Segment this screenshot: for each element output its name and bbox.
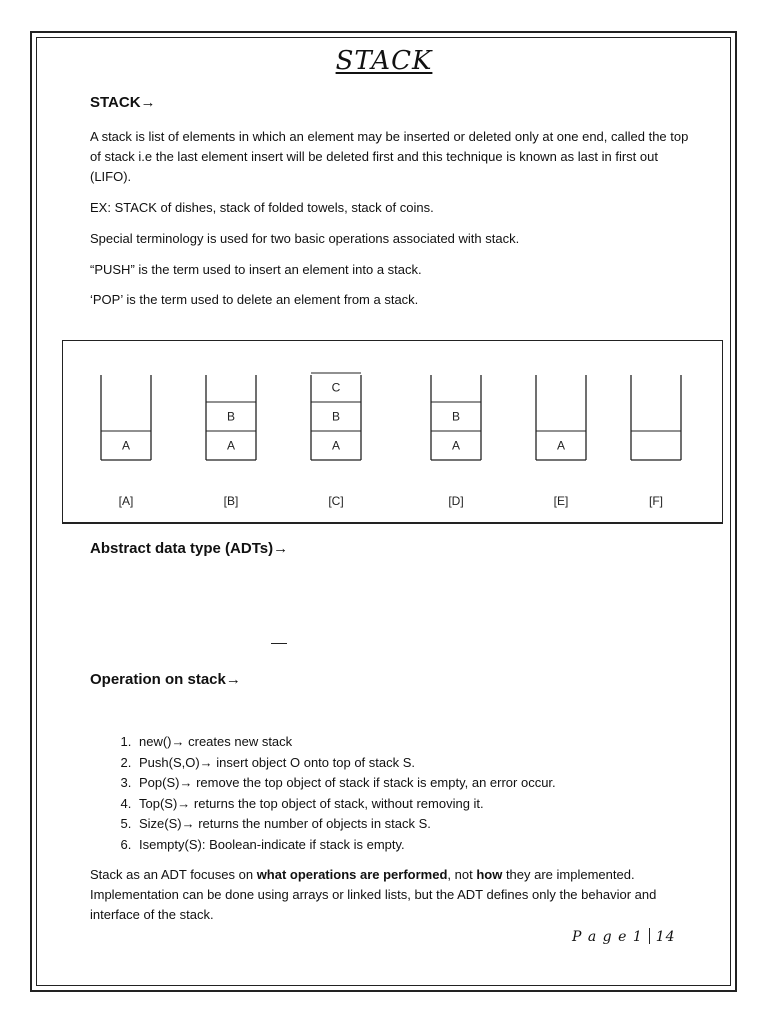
page-total: 14 bbox=[655, 929, 676, 945]
list-item: 1. new()→ creates new stack bbox=[135, 732, 556, 753]
list-item: 2. Push(S,O)→ insert object O onto top of stack S. bbox=[135, 753, 556, 774]
footer-separator bbox=[649, 928, 650, 944]
page-number: P a g e 1 bbox=[572, 929, 643, 945]
pop-note: ‘POP’ is the term used to delete an element from a stack. bbox=[90, 292, 419, 307]
stack-element: A bbox=[226, 438, 236, 453]
operations-list bbox=[90, 732, 556, 856]
stack-element: C bbox=[331, 380, 341, 395]
page-title: STACK bbox=[335, 46, 433, 76]
summary-bold-operations: what operations are performed bbox=[256, 867, 448, 882]
summary-text: , not bbox=[447, 867, 477, 882]
stack-element: A bbox=[331, 438, 341, 453]
operations-heading: Operation on stack→ bbox=[90, 671, 241, 688]
stack-label: [F] bbox=[649, 494, 663, 508]
stack-diagram-svg bbox=[63, 341, 722, 522]
stack-element: A bbox=[121, 438, 131, 453]
adt-summary bbox=[90, 865, 680, 925]
stack-terminology: Special terminology is used for two basic operations associated with stack. bbox=[90, 231, 520, 246]
list-item: 5. Size(S)→ returns the number of objects in stack S. bbox=[135, 814, 556, 835]
list-item: 4. Top(S)→ returns the top object of stack, without removing it. bbox=[135, 794, 556, 815]
stack-label: [A] bbox=[118, 494, 134, 508]
summary-bold-how: how bbox=[476, 867, 503, 882]
stack-definition: A stack is list of elements in which an element may be inserted or deleted only at one end, called the top of stack i.e the last element insert will be deleted first and this technique is known as last in first out (LIFO). bbox=[90, 129, 689, 184]
stack-label: [B] bbox=[223, 494, 239, 508]
list-item: 3. Pop(S)→ remove the top object of stack if stack is empty, an error occur. bbox=[135, 773, 556, 794]
adt-heading: Abstract data type (ADTs)→ bbox=[90, 540, 289, 557]
stack-label: [D] bbox=[448, 494, 464, 508]
stack-diagram bbox=[62, 340, 723, 524]
dash-mark bbox=[271, 643, 287, 644]
stack-element: B bbox=[331, 409, 341, 424]
stack-element: A bbox=[556, 438, 566, 453]
stack-example: EX: STACK of dishes, stack of folded towels, stack of coins. bbox=[90, 200, 434, 215]
stack-label: [C] bbox=[328, 494, 344, 508]
page-footer bbox=[572, 928, 676, 945]
push-note: “PUSH” is the term used to insert an element into a stack. bbox=[90, 262, 422, 277]
stack-element: B bbox=[451, 409, 461, 424]
list-item: 6. Isempty(S): Boolean-indicate if stack is empty. bbox=[135, 835, 556, 856]
stack-element: A bbox=[451, 438, 461, 453]
summary-text: Stack as an ADT focuses on bbox=[90, 867, 257, 882]
stack-heading: STACK→ bbox=[90, 94, 156, 111]
stack-element: B bbox=[226, 409, 236, 424]
summary-text: they are implemented. Implementation can be done using arrays or linked lists, but the ADT defines only the behavior and interface of the stack. bbox=[90, 867, 657, 922]
stack-label: [E] bbox=[553, 494, 569, 508]
